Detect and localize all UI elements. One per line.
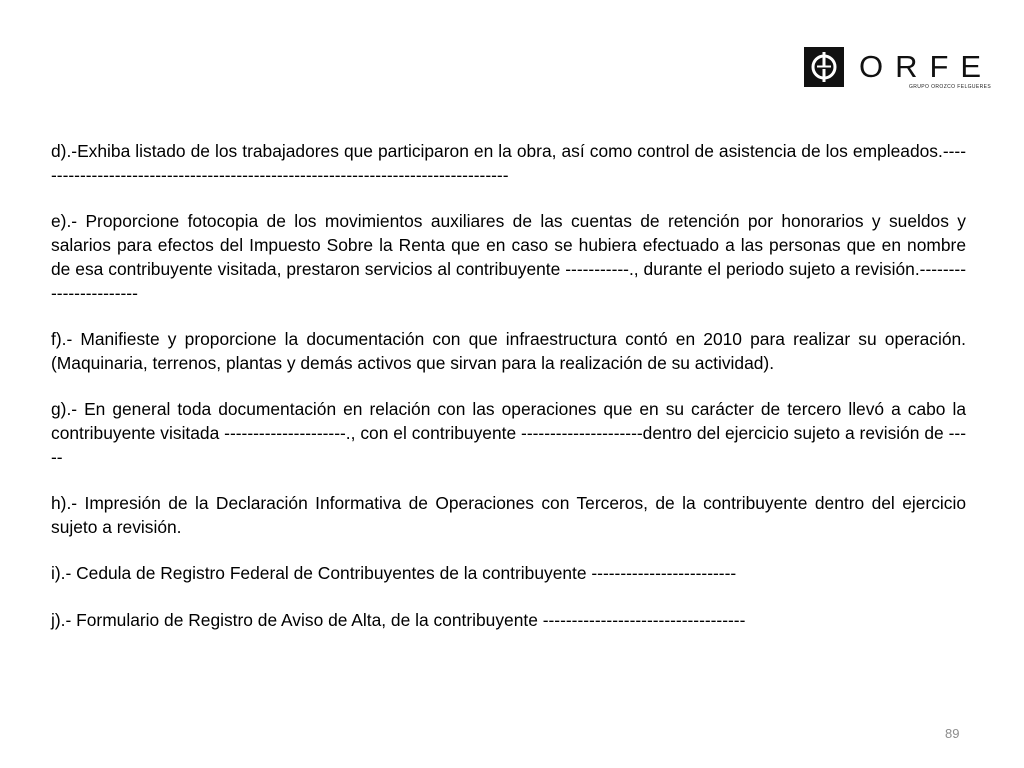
page-number: 89	[945, 726, 960, 741]
paragraph-h: h).- Impresión de la Declaración Informativa de Operaciones con Terceros, de la contribuyente dentro del ejercicio sujeto a revisión.	[51, 493, 966, 537]
paragraph-g: g).- En general toda documentación en relación con las operaciones que en su carácter de tercero llevó a cabo la contribuyente visitada ---------------------., con el contribuyente ---------------------dentro del ejercicio sujeto a revisión de -----	[51, 399, 966, 467]
paragraph-j: j).- Formulario de Registro de Aviso de Alta, de la contribuyente -----------------------------------	[51, 610, 746, 630]
paragraph-i: i).- Cedula de Registro Federal de Contribuyentes de la contribuyente -------------------------	[51, 563, 737, 583]
logo-subtitle: GRUPO OROZCO FELGUERES	[909, 84, 992, 90]
logo-wordmark: ORFE	[859, 49, 994, 84]
company-logo	[804, 47, 994, 93]
paragraph-f: f).- Manifieste y proporcione la documentación con que infraestructura contó en 2010 para realizar su operación. (Maquinaria, terrenos, plantas y demás activos que sirvan para la realización de su actividad).	[51, 329, 966, 373]
paragraph-e: e).- Proporcione fotocopia de los movimientos auxiliares de las cuentas de retención por honorarios y sueldos y salarios para efectos del Impuesto Sobre la Renta que en caso se hubiera efectuado a las personas que en nombre de esa contribuyente visitada, prestaron servicios al contribuyente -----------., durante el periodo sujeto a revisión.-----------------------	[51, 211, 966, 303]
orfe-mark-icon	[804, 47, 844, 87]
document-body	[51, 139, 966, 654]
paragraph-d: d).-Exhiba listado de los trabajadores que participaron en la obra, así como control de asistencia de los empleados.-----------------------------------------------------------------------------------	[51, 141, 966, 185]
